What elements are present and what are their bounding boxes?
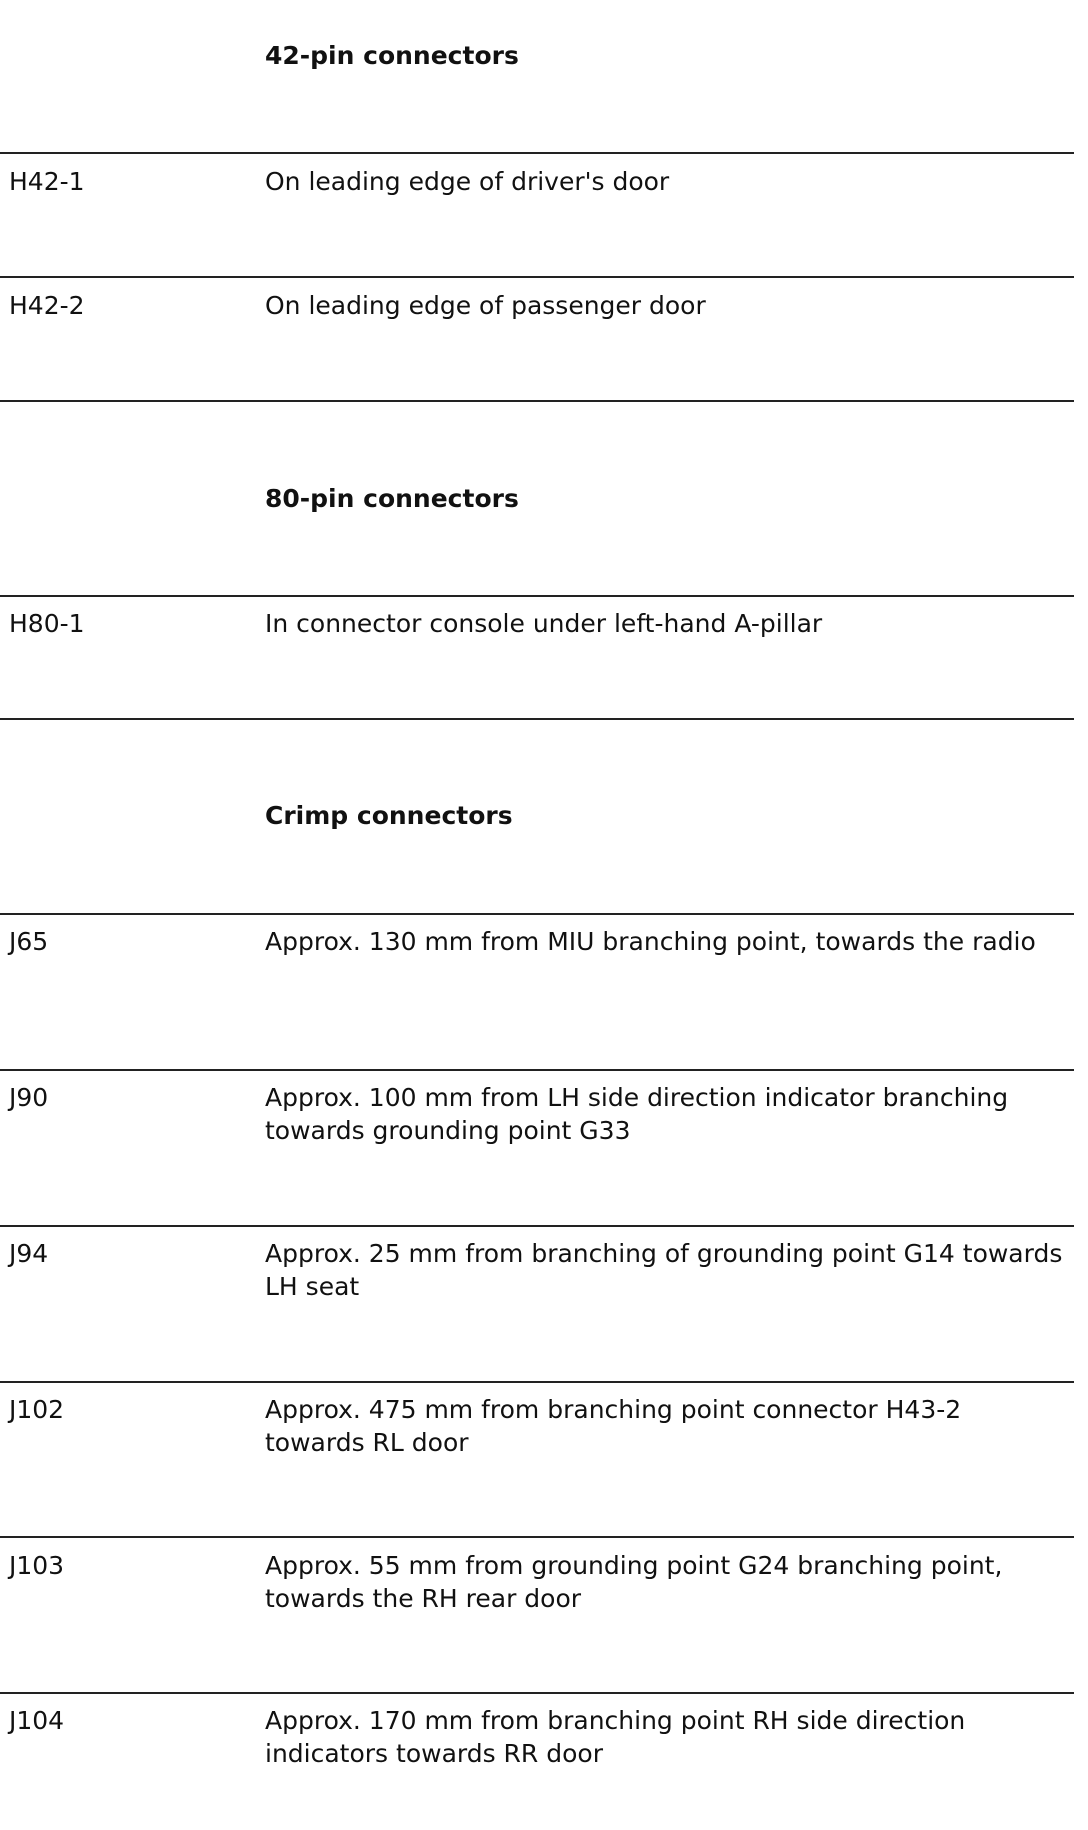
table-rule [0,1069,1074,1071]
connector-id: J102 [9,1395,65,1424]
connector-location: On leading edge of passenger door [265,291,706,320]
table-rule [0,152,1074,154]
section-heading-80-pin: 80-pin connectors [265,484,519,513]
table-rule [0,595,1074,597]
connector-id: J65 [9,927,49,956]
section-heading-42-pin: 42-pin connectors [265,41,519,70]
connector-location: Approx. 55 mm from grounding point G24 branching point, towards the RH rear door [265,1551,1003,1613]
table-rule [0,718,1074,720]
table-rule [0,1692,1074,1694]
connector-location: On leading edge of driver's door [265,167,670,196]
connector-id: J103 [9,1551,65,1580]
connector-id: H80-1 [9,609,85,638]
table-rule [0,1536,1074,1538]
connector-location: In connector console under left-hand A-pillar [265,609,823,638]
connector-location: Approx. 170 mm from branching point RH side direction indicators towards RR door [265,1706,966,1768]
connector-id: H42-1 [9,167,85,196]
table-rule [0,276,1074,278]
section-heading-crimp: Crimp connectors [265,801,513,830]
table-rule [0,1381,1074,1383]
table-rule [0,400,1074,402]
connector-id: J94 [9,1239,49,1268]
table-rule [0,913,1074,915]
connector-location: Approx. 25 mm from branching of grounding point G14 towards LH seat [265,1239,1063,1301]
connector-location: Approx. 100 mm from LH side direction indicator branching towards grounding point G33 [265,1083,1009,1145]
connector-id: J104 [9,1706,65,1735]
connector-id: J90 [9,1083,49,1112]
connector-id: H42-2 [9,291,85,320]
table-rule [0,1225,1074,1227]
connector-location: Approx. 475 mm from branching point connector H43-2 towards RL door [265,1395,962,1457]
connector-location: Approx. 130 mm from MIU branching point, towards the radio [265,927,1036,956]
